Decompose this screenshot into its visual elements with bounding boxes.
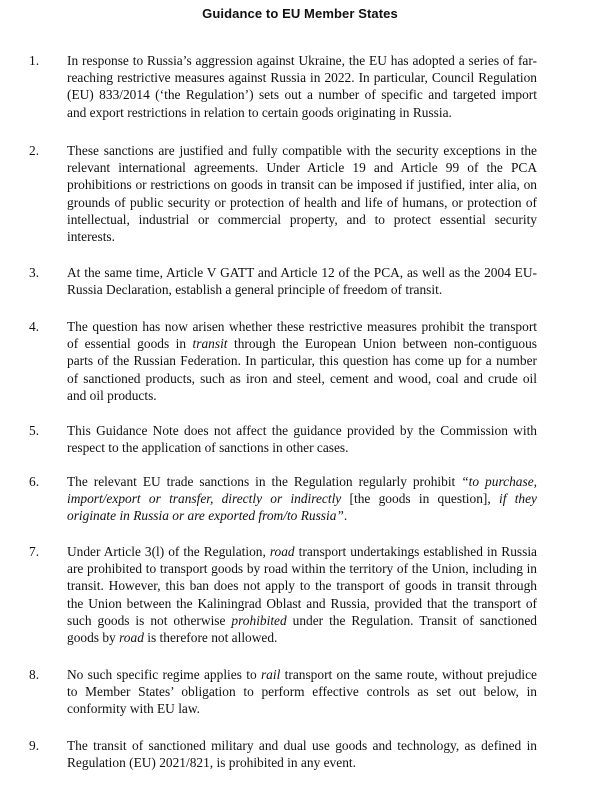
paragraph-number: 6. — [29, 474, 40, 489]
paragraph-text — [67, 473, 537, 525]
paragraph-number: 4. — [29, 319, 40, 334]
text-line: The transit of sanctioned military and dual use goods and technology, as defined in — [67, 738, 537, 753]
paragraph-text — [67, 142, 537, 245]
text-line: transit. However, this ban does not apply to the transport of goods in transit through — [67, 578, 537, 594]
paragraph-text — [67, 318, 537, 404]
text-line: reaching restrictive measures against Russia in 2022. In particular, Council Regulation — [67, 70, 537, 86]
paragraph-number: 5. — [29, 423, 40, 438]
text-line: (EU) 833/2014 (‘the Regulation’) sets out a number of specific and targeted import — [67, 87, 537, 103]
paragraph-number: 1. — [29, 53, 40, 68]
text-line: Under Article 3(l) of the Regulation, road transport undertakings established in Russia — [67, 544, 537, 559]
text-line: parts of the Russian Federation. In particular, this question has come up for a number — [67, 353, 537, 369]
text-line: of essential goods in transit through the European Union between non-contiguous — [67, 336, 537, 352]
emphasis-transit: transit — [192, 336, 228, 352]
text-line: to Member States’ obligation to perform effective controls as set out below, in — [67, 684, 537, 700]
text-line: At the same time, Article V GATT and Article 12 of the PCA, as well as the 2004 EU- — [67, 265, 537, 280]
text-line: Russia Declaration, establish a general principle of freedom of transit. — [67, 282, 443, 298]
text-line: Regulation (EU) 2021/821, is prohibited in any event. — [67, 755, 356, 771]
text-line: This Guidance Note does not affect the guidance provided by the Commission with — [67, 423, 537, 438]
paragraph-number: 7. — [29, 544, 40, 559]
paragraph-text — [67, 52, 537, 121]
text-line: grounds of public security or protection of health and life of humans, or protection of — [67, 194, 537, 210]
text-line: prohibitions or restrictions on goods in transit can be imposed if justified, inter alia, on — [67, 177, 537, 193]
text-line: of sanctioned products, such as iron and steel, cement and wood, coal and crude oil — [67, 370, 537, 386]
paragraph-number: 2. — [29, 143, 40, 158]
paragraph-text — [67, 422, 537, 456]
text-line: such goods is not otherwise prohibited under the Regulation. Transit of sanctioned — [67, 612, 537, 628]
text-line: interests. — [67, 229, 115, 245]
text-line: relevant international agreements. Under Article 19 and Article 99 of the PCA — [67, 160, 537, 176]
text-line: the Union between the Kaliningrad Oblast and Russia, provided that the transport of — [67, 595, 537, 611]
text-line: goods by road is therefore not allowed. — [67, 630, 278, 646]
paragraph-number: 3. — [29, 265, 40, 280]
text-line: No such specific regime applies to rail transport on the same route, without prejudice — [67, 667, 537, 682]
text-line: respect to the application of sanctions in other cases. — [67, 440, 349, 456]
paragraph-text — [67, 666, 537, 718]
text-line: originate in Russia or are exported from/to Russia”. — [67, 508, 348, 524]
text-line: and oil products. — [67, 387, 157, 403]
text-line: are prohibited to transport goods by road within the territory of the Union, including in — [67, 561, 537, 577]
text-line: import/export or transfer, directly or indirectly [the goods in question], if they — [67, 491, 537, 507]
text-line: The relevant EU trade sanctions in the Regulation regularly prohibit “to purchase, — [67, 474, 537, 489]
text-line: intellectual, industrial or commercial property, and to protect essential security — [67, 211, 537, 227]
text-line: In response to Russia’s aggression against Ukraine, the EU has adopted a series of far- — [67, 53, 537, 68]
paragraph-text — [67, 737, 537, 771]
text-line: The question has now arisen whether these restrictive measures prohibit the transport — [67, 319, 537, 334]
text-line: and export restrictions in relation to certain goods originating in Russia. — [67, 104, 452, 120]
text-line: conformity with EU law. — [67, 701, 201, 717]
paragraph-text — [67, 543, 537, 646]
paragraph-text — [67, 264, 537, 298]
text-line: These sanctions are justified and fully compatible with the security exceptions in the — [67, 143, 537, 158]
paragraph-number: 9. — [29, 738, 40, 753]
page-title: Guidance to EU Member States — [202, 6, 398, 21]
paragraph-number: 8. — [29, 667, 40, 682]
